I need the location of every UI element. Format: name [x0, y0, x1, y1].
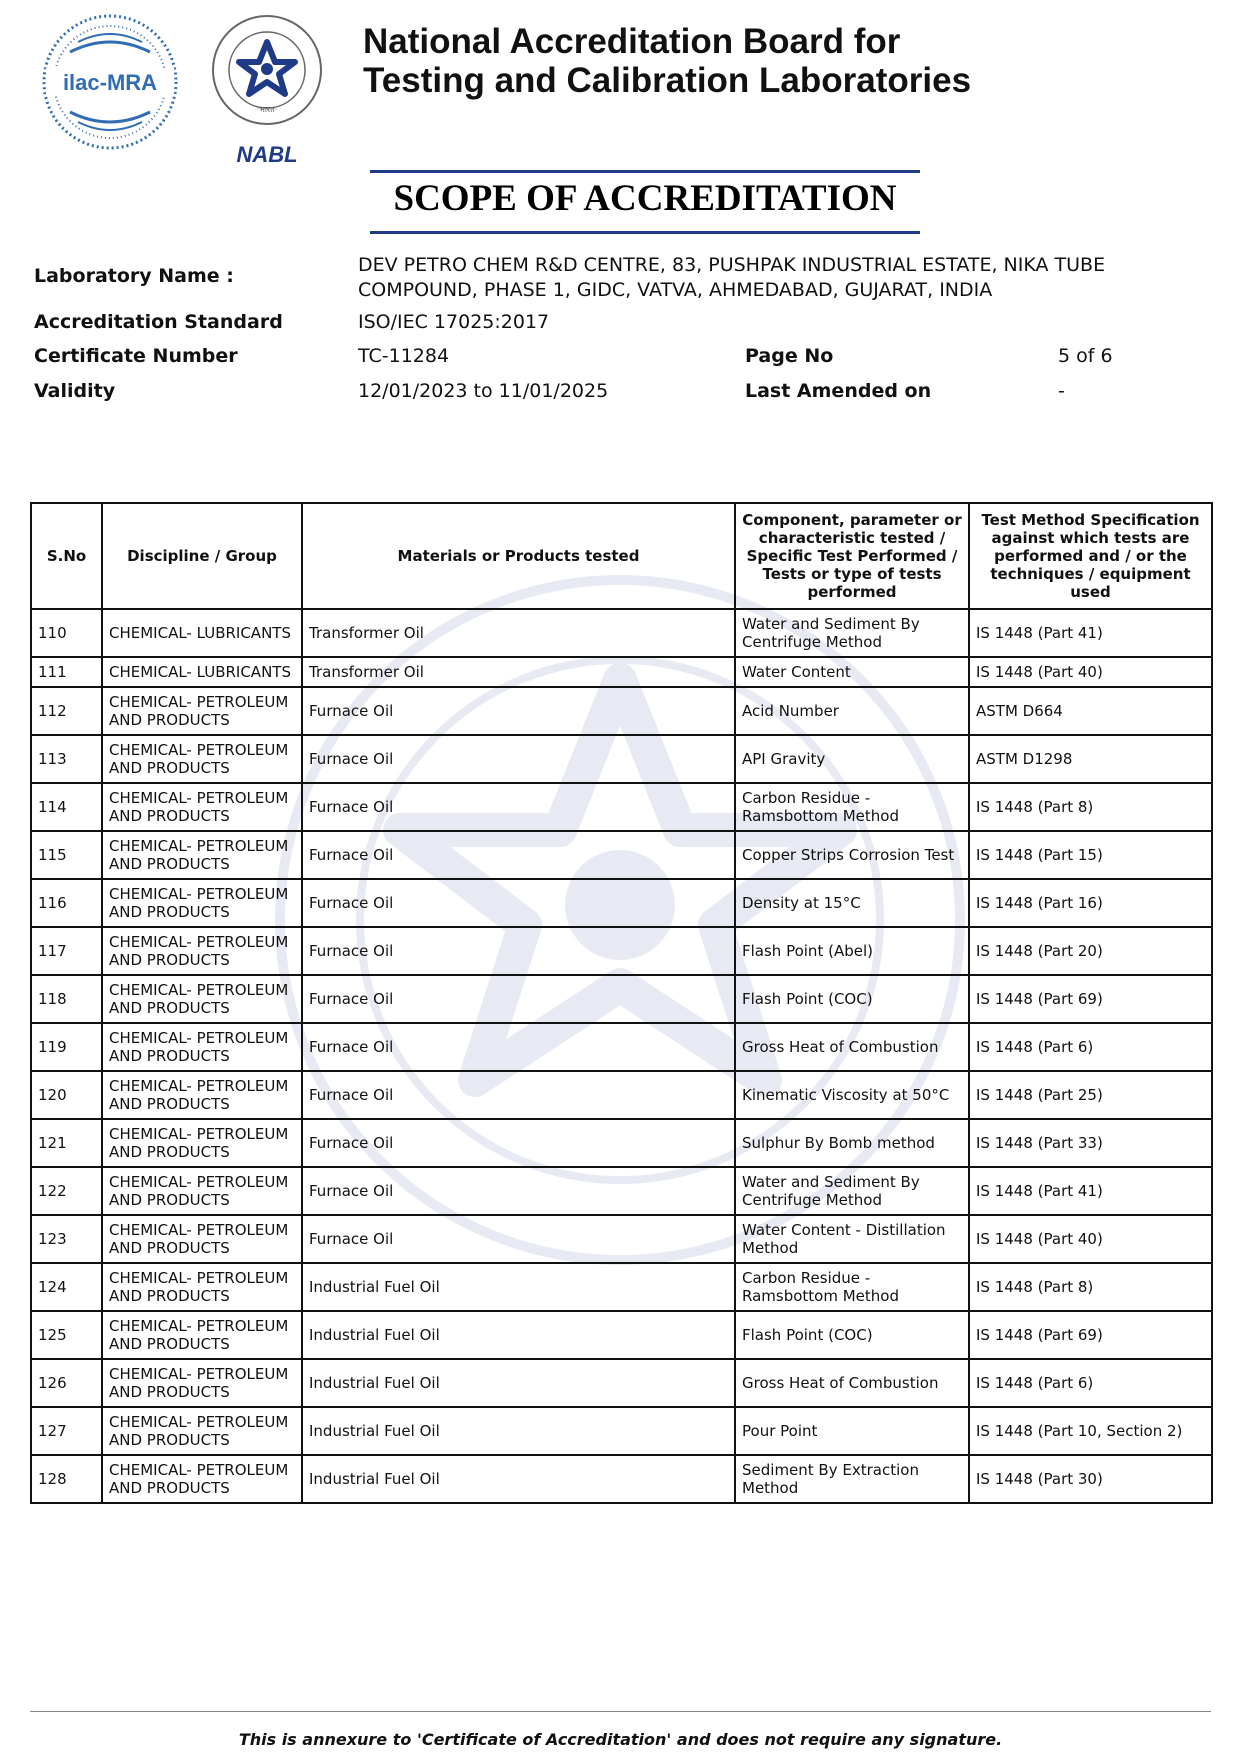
table-row: [31, 783, 1212, 831]
cell-discipline: CHEMICAL- PETROLEUM AND PRODUCTS: [102, 783, 302, 831]
table-row: [31, 1119, 1212, 1167]
cell-sno: 127: [31, 1407, 102, 1455]
cell-material: Transformer Oil: [302, 609, 735, 657]
svg-text:ilac-MRA: ilac-MRA: [62, 70, 158, 95]
cell-component: Water Content - Distillation Method: [735, 1215, 969, 1263]
last-amended-value: -: [1058, 380, 1065, 402]
validity-value: 12/01/2023 to 11/01/2025: [358, 380, 609, 402]
cell-sno: 120: [31, 1071, 102, 1119]
cell-material: Furnace Oil: [302, 783, 735, 831]
cell-discipline: CHEMICAL- PETROLEUM AND PRODUCTS: [102, 1167, 302, 1215]
cell-material: Furnace Oil: [302, 927, 735, 975]
nabl-logo: [205, 12, 330, 172]
cell-discipline: CHEMICAL- PETROLEUM AND PRODUCTS: [102, 1071, 302, 1119]
table-row: [31, 975, 1212, 1023]
cell-method: IS 1448 (Part 6): [969, 1023, 1212, 1071]
cell-component: Water and Sediment By Centrifuge Method: [735, 1167, 969, 1215]
cell-method: IS 1448 (Part 8): [969, 1263, 1212, 1311]
cell-method: IS 1448 (Part 69): [969, 1311, 1212, 1359]
cell-method: IS 1448 (Part 8): [969, 783, 1212, 831]
cell-component: Carbon Residue - Ramsbottom Method: [735, 783, 969, 831]
cell-discipline: CHEMICAL- LUBRICANTS: [102, 657, 302, 687]
validity-label: Validity: [34, 380, 116, 402]
cell-method: IS 1448 (Part 10, Section 2): [969, 1407, 1212, 1455]
certificate-number-label: Certificate Number: [34, 345, 238, 367]
cell-material: Industrial Fuel Oil: [302, 1311, 735, 1359]
organization-name-line-1: National Accreditation Board for: [363, 22, 901, 61]
cell-sno: 116: [31, 879, 102, 927]
table-row: [31, 735, 1212, 783]
cell-material: Furnace Oil: [302, 1215, 735, 1263]
cell-discipline: CHEMICAL- PETROLEUM AND PRODUCTS: [102, 1119, 302, 1167]
cell-discipline: CHEMICAL- PETROLEUM AND PRODUCTS: [102, 1359, 302, 1407]
header-sno: S.No: [31, 503, 102, 609]
table-row: [31, 831, 1212, 879]
cell-material: Industrial Fuel Oil: [302, 1359, 735, 1407]
cell-component: Acid Number: [735, 687, 969, 735]
cell-sno: 125: [31, 1311, 102, 1359]
cell-sno: 128: [31, 1455, 102, 1503]
cell-material: Industrial Fuel Oil: [302, 1263, 735, 1311]
table-row: [31, 1359, 1212, 1407]
table-row: [31, 1263, 1212, 1311]
footer-divider: [30, 1711, 1211, 1712]
lab-name-value: [358, 253, 1188, 303]
cell-component: Copper Strips Corrosion Test: [735, 831, 969, 879]
table-row: [31, 1023, 1212, 1071]
cell-sno: 123: [31, 1215, 102, 1263]
cell-discipline: CHEMICAL- PETROLEUM AND PRODUCTS: [102, 1215, 302, 1263]
cell-sno: 121: [31, 1119, 102, 1167]
cell-material: Furnace Oil: [302, 975, 735, 1023]
cell-sno: 117: [31, 927, 102, 975]
cell-material: Furnace Oil: [302, 831, 735, 879]
cell-discipline: CHEMICAL- PETROLEUM AND PRODUCTS: [102, 1455, 302, 1503]
cell-sno: 113: [31, 735, 102, 783]
page-no-label: Page No: [745, 345, 834, 367]
cell-material: Furnace Oil: [302, 1119, 735, 1167]
cell-sno: 112: [31, 687, 102, 735]
cell-method: IS 1448 (Part 30): [969, 1455, 1212, 1503]
cell-component: Sulphur By Bomb method: [735, 1119, 969, 1167]
cell-discipline: CHEMICAL- PETROLEUM AND PRODUCTS: [102, 687, 302, 735]
last-amended-label: Last Amended on: [745, 380, 932, 402]
cell-component: Carbon Residue - Ramsbottom Method: [735, 1263, 969, 1311]
cell-component: Flash Point (Abel): [735, 927, 969, 975]
table-row: [31, 609, 1212, 657]
cell-material: Furnace Oil: [302, 1023, 735, 1071]
cell-method: IS 1448 (Part 15): [969, 831, 1212, 879]
cell-discipline: CHEMICAL- LUBRICANTS: [102, 609, 302, 657]
table-row: [31, 1407, 1212, 1455]
page-title: SCOPE OF ACCREDITATION: [370, 170, 920, 234]
cell-method: ASTM D1298: [969, 735, 1212, 783]
table-row: [31, 687, 1212, 735]
cell-component: API Gravity: [735, 735, 969, 783]
organization-name: [363, 22, 1063, 100]
cell-component: Gross Heat of Combustion: [735, 1023, 969, 1071]
cell-sno: 124: [31, 1263, 102, 1311]
cell-method: IS 1448 (Part 33): [969, 1119, 1212, 1167]
cell-component: Water and Sediment By Centrifuge Method: [735, 609, 969, 657]
cell-method: ASTM D664: [969, 687, 1212, 735]
cell-material: Industrial Fuel Oil: [302, 1407, 735, 1455]
cell-discipline: CHEMICAL- PETROLEUM AND PRODUCTS: [102, 1263, 302, 1311]
cell-method: IS 1448 (Part 40): [969, 1215, 1212, 1263]
cell-method: IS 1448 (Part 41): [969, 609, 1212, 657]
cell-component: Density at 15°C: [735, 879, 969, 927]
table-row: [31, 1071, 1212, 1119]
scope-table: [30, 502, 1213, 1504]
table-header-row: [31, 503, 1212, 609]
cell-component: Sediment By Extraction Method: [735, 1455, 969, 1503]
accreditation-standard-label: Accreditation Standard: [34, 311, 283, 333]
cell-discipline: CHEMICAL- PETROLEUM AND PRODUCTS: [102, 1407, 302, 1455]
cell-discipline: CHEMICAL- PETROLEUM AND PRODUCTS: [102, 927, 302, 975]
table-row: [31, 879, 1212, 927]
cell-sno: 114: [31, 783, 102, 831]
header-component: Component, parameter or characteristic tested / Specific Test Performed / Tests or type of tests performed: [735, 503, 969, 609]
cell-material: Transformer Oil: [302, 657, 735, 687]
cell-method: IS 1448 (Part 41): [969, 1167, 1212, 1215]
cell-method: IS 1448 (Part 40): [969, 657, 1212, 687]
table-row: [31, 1455, 1212, 1503]
cell-sno: 119: [31, 1023, 102, 1071]
cell-material: Furnace Oil: [302, 879, 735, 927]
cell-component: Flash Point (COC): [735, 1311, 969, 1359]
header-discipline: Discipline / Group: [102, 503, 302, 609]
cell-component: Water Content: [735, 657, 969, 687]
cell-discipline: CHEMICAL- PETROLEUM AND PRODUCTS: [102, 1311, 302, 1359]
cell-method: IS 1448 (Part 69): [969, 975, 1212, 1023]
cell-sno: 118: [31, 975, 102, 1023]
cell-material: Furnace Oil: [302, 1071, 735, 1119]
cell-sno: 110: [31, 609, 102, 657]
table-row: [31, 927, 1212, 975]
accreditation-standard-value: ISO/IEC 17025:2017: [358, 311, 550, 333]
table-row: [31, 1215, 1212, 1263]
cell-material: Industrial Fuel Oil: [302, 1455, 735, 1503]
lab-name-label: Laboratory Name :: [34, 265, 234, 287]
cell-component: Kinematic Viscosity at 50°C: [735, 1071, 969, 1119]
ilac-mra-logo: [40, 12, 180, 152]
organization-name-line-2: Testing and Calibration Laboratories: [363, 61, 972, 100]
cell-method: IS 1448 (Part 16): [969, 879, 1212, 927]
cell-discipline: CHEMICAL- PETROLEUM AND PRODUCTS: [102, 879, 302, 927]
cell-discipline: CHEMICAL- PETROLEUM AND PRODUCTS: [102, 735, 302, 783]
cell-discipline: CHEMICAL- PETROLEUM AND PRODUCTS: [102, 975, 302, 1023]
cell-material: Furnace Oil: [302, 687, 735, 735]
cell-method: IS 1448 (Part 25): [969, 1071, 1212, 1119]
cell-sno: 111: [31, 657, 102, 687]
table-row: [31, 1311, 1212, 1359]
lab-name-line-1: DEV PETRO CHEM R&D CENTRE, 83, PUSHPAK INDUSTRIAL ESTATE, NIKA TUBE: [358, 254, 1106, 276]
cell-method: IS 1448 (Part 6): [969, 1359, 1212, 1407]
cell-sno: 126: [31, 1359, 102, 1407]
lab-name-line-2: COMPOUND, PHASE 1, GIDC, VATVA, AHMEDABAD, GUJARAT, INDIA: [358, 279, 993, 301]
cell-component: Pour Point: [735, 1407, 969, 1455]
page-no-value: 5 of 6: [1058, 345, 1113, 367]
cell-material: Furnace Oil: [302, 1167, 735, 1215]
svg-text:NABL: NABL: [236, 142, 298, 167]
header-materials: Materials or Products tested: [302, 503, 735, 609]
table-row: [31, 1167, 1212, 1215]
cell-material: Furnace Oil: [302, 735, 735, 783]
svg-text:·भारत·: ·भारत·: [256, 105, 278, 114]
cell-discipline: CHEMICAL- PETROLEUM AND PRODUCTS: [102, 1023, 302, 1071]
table-row: [31, 657, 1212, 687]
cell-sno: 122: [31, 1167, 102, 1215]
cell-component: Gross Heat of Combustion: [735, 1359, 969, 1407]
header-method: Test Method Specification against which tests are performed and / or the techniques / equipment used: [969, 503, 1212, 609]
footer-note: This is annexure to 'Certificate of Accreditation' and does not require any signature.: [238, 1730, 1003, 1749]
certificate-number-value: TC-11284: [358, 345, 450, 367]
cell-method: IS 1448 (Part 20): [969, 927, 1212, 975]
cell-component: Flash Point (COC): [735, 975, 969, 1023]
cell-sno: 115: [31, 831, 102, 879]
cell-discipline: CHEMICAL- PETROLEUM AND PRODUCTS: [102, 831, 302, 879]
